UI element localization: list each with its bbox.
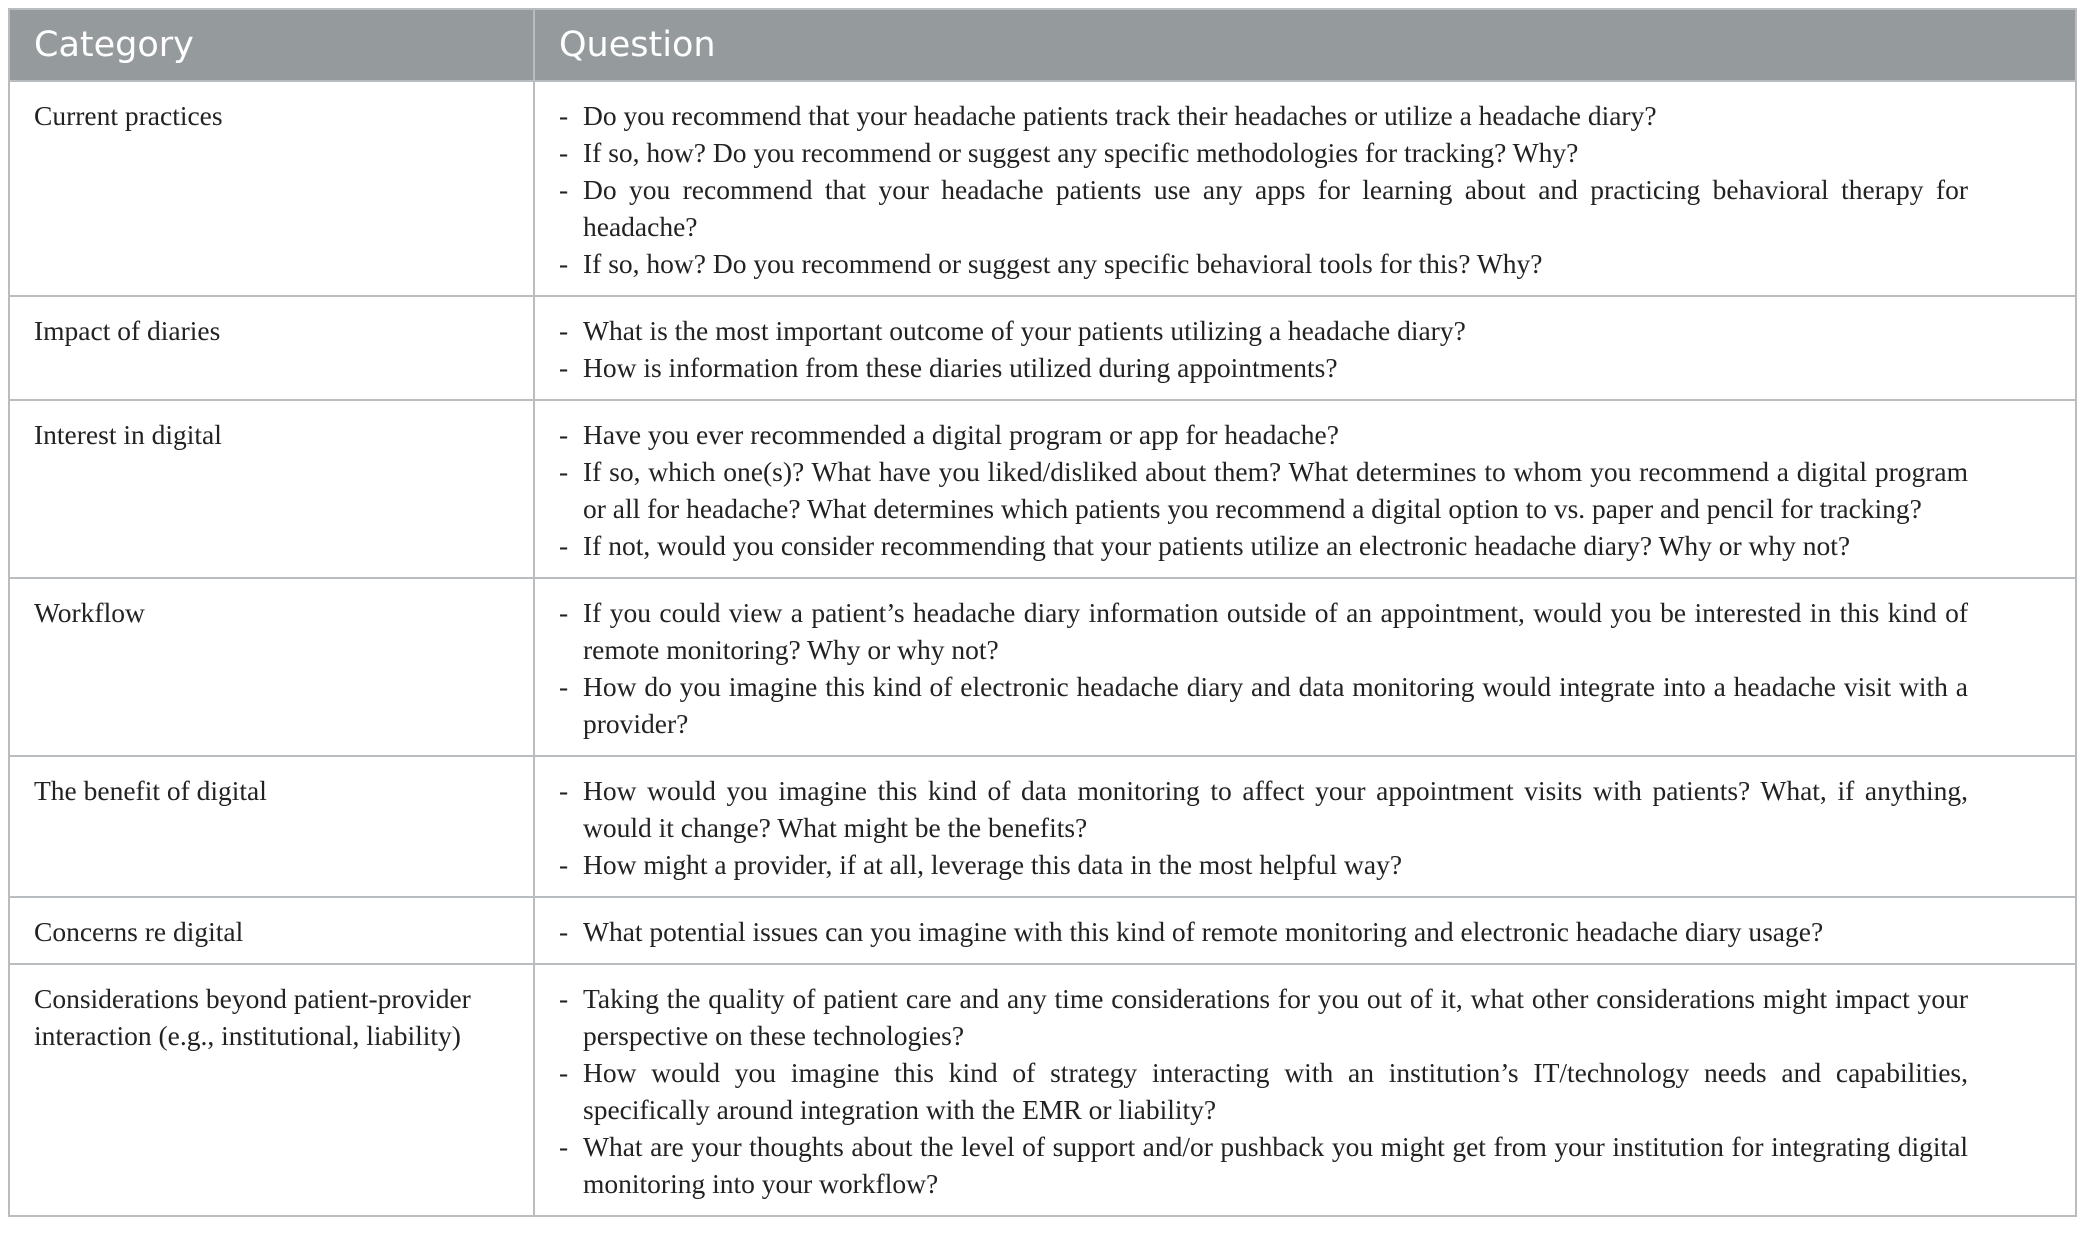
dash-bullet: - (559, 1057, 569, 1088)
question-text: If not, would you consider recommending that your patients utilize an electronic headache diary? Why or why not? (583, 530, 1851, 561)
dash-bullet: - (559, 456, 569, 487)
column-header-question: Question (534, 9, 2076, 81)
question-item (559, 453, 1968, 527)
question-list (559, 772, 1968, 883)
dash-bullet: - (559, 315, 569, 346)
table-row (9, 296, 2076, 400)
question-text: If so, how? Do you recommend or suggest any specific methodologies for tracking? Why? (583, 137, 1579, 168)
header-row (9, 9, 2076, 81)
question-item (559, 312, 1968, 349)
question-text: What potential issues can you imagine with this kind of remote monitoring and electronic headache diary usage? (583, 916, 1824, 947)
question-item (559, 980, 1968, 1054)
question-item (559, 1128, 1968, 1202)
interview-guide-table-container (8, 8, 2075, 1217)
category-cell: Impact of diaries (9, 296, 534, 400)
question-list (559, 416, 1968, 564)
question-text: If so, which one(s)? What have you liked/disliked about them? What determines to whom you recommend a digital program or all for headache? What determines which patients you recommend a digital option to vs. paper and pencil for tracking? (583, 456, 1968, 524)
question-text: Have you ever recommended a digital program or app for headache? (583, 419, 1339, 450)
dash-bullet: - (559, 530, 569, 561)
question-list (559, 594, 1968, 742)
question-text: How might a provider, if at all, leverage this data in the most helpful way? (583, 849, 1403, 880)
dash-bullet: - (559, 419, 569, 450)
question-list (559, 312, 1968, 386)
dash-bullet: - (559, 100, 569, 131)
dash-bullet: - (559, 174, 569, 205)
category-cell: Workflow (9, 578, 534, 756)
question-list (559, 913, 1968, 950)
question-list (559, 97, 1968, 282)
dash-bullet: - (559, 137, 569, 168)
question-text: If you could view a patient’s headache diary information outside of an appointment, would you be interested in this kind of remote monitoring? Why or why not? (583, 597, 1968, 665)
interview-guide-table (8, 8, 2077, 1217)
question-cell (534, 897, 2076, 964)
question-item (559, 416, 1968, 453)
question-item (559, 846, 1968, 883)
dash-bullet: - (559, 597, 569, 628)
table-row (9, 578, 2076, 756)
column-header-category: Category (9, 9, 534, 81)
dash-bullet: - (559, 916, 569, 947)
question-text: Do you recommend that your headache patients use any apps for learning about and practicing behavioral therapy for headache? (583, 174, 1968, 242)
question-item (559, 527, 1968, 564)
question-item (559, 772, 1968, 846)
category-cell: Considerations beyond patient-provider interaction (e.g., institutional, liability) (9, 964, 534, 1216)
question-cell (534, 578, 2076, 756)
question-cell (534, 400, 2076, 578)
question-item (559, 97, 1968, 134)
question-item (559, 1054, 1968, 1128)
question-item (559, 913, 1968, 950)
question-item (559, 668, 1968, 742)
dash-bullet: - (559, 1131, 569, 1162)
question-cell (534, 296, 2076, 400)
question-item (559, 349, 1968, 386)
question-item (559, 245, 1968, 282)
dash-bullet: - (559, 248, 569, 279)
table-row (9, 756, 2076, 897)
question-text: How do you imagine this kind of electronic headache diary and data monitoring would integrate into a headache visit with a provider? (583, 671, 1968, 739)
category-cell: Interest in digital (9, 400, 534, 578)
question-text: Do you recommend that your headache patients track their headaches or utilize a headache diary? (583, 100, 1657, 131)
dash-bullet: - (559, 849, 569, 880)
dash-bullet: - (559, 775, 569, 806)
question-text: How would you imagine this kind of data monitoring to affect your appointment visits with patients? What, if anything, would it change? What might be the benefits? (583, 775, 1968, 843)
category-cell: Concerns re digital (9, 897, 534, 964)
question-item (559, 134, 1968, 171)
category-cell: Current practices (9, 81, 534, 296)
question-list (559, 980, 1968, 1202)
question-text: What are your thoughts about the level of support and/or pushback you might get from your institution for integrating digital monitoring into your workflow? (583, 1131, 1968, 1199)
table-row (9, 400, 2076, 578)
question-text: What is the most important outcome of your patients utilizing a headache diary? (583, 315, 1466, 346)
dash-bullet: - (559, 352, 569, 383)
dash-bullet: - (559, 983, 569, 1014)
table-row (9, 964, 2076, 1216)
question-text: If so, how? Do you recommend or suggest any specific behavioral tools for this? Why? (583, 248, 1543, 279)
dash-bullet: - (559, 671, 569, 702)
table-row (9, 897, 2076, 964)
table-row (9, 81, 2076, 296)
question-text: How would you imagine this kind of strategy interacting with an institution’s IT/technology needs and capabilities, specifically around integration with the EMR or liability? (583, 1057, 1968, 1125)
question-cell (534, 756, 2076, 897)
question-cell (534, 81, 2076, 296)
category-cell: The benefit of digital (9, 756, 534, 897)
question-cell (534, 964, 2076, 1216)
question-item (559, 171, 1968, 245)
question-text: Taking the quality of patient care and any time considerations for you out of it, what other considerations might impact your perspective on these technologies? (583, 983, 1968, 1051)
question-item (559, 594, 1968, 668)
question-text: How is information from these diaries utilized during appointments? (583, 352, 1338, 383)
